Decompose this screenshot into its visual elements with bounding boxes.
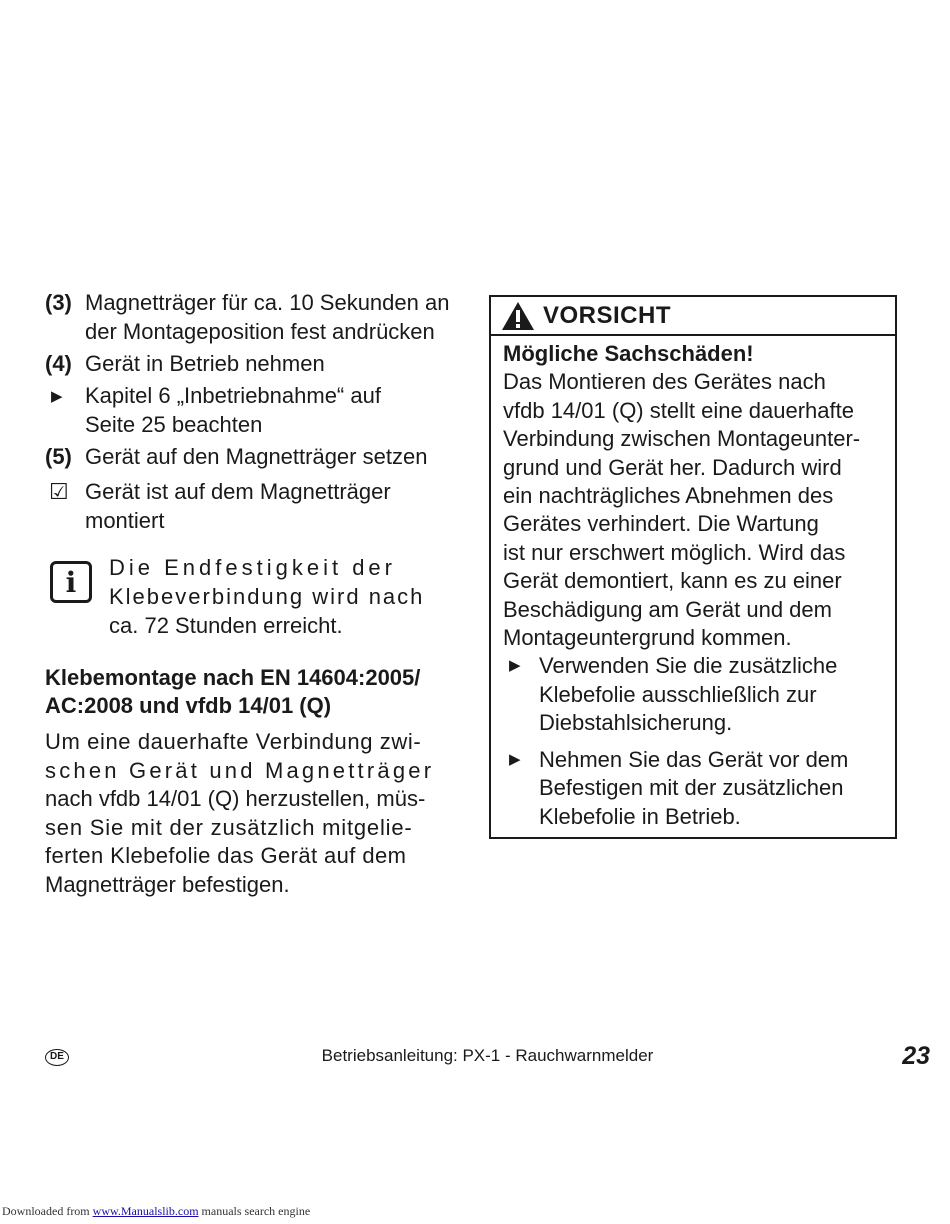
info-line: Die Endfestigkeit der [109, 555, 396, 580]
language-badge: DE [45, 1049, 69, 1066]
page-footer [45, 1044, 930, 1072]
warning-line: ist nur erschwert möglich. Wird das [503, 539, 846, 565]
triangle-right-icon: ▶ [509, 750, 521, 768]
bullet-line: Nehmen Sie das Gerät vor dem [539, 746, 849, 772]
reference-line: Seite 25 beachten [85, 412, 263, 437]
heading-line: Klebemontage nach EN 14604:2005/ [45, 665, 421, 690]
warning-line: Montageuntergrund kommen. [503, 625, 792, 651]
paragraph-line: nach vfdb 14/01 (Q) herzustellen, müs- [45, 786, 426, 812]
section-heading [45, 664, 453, 720]
paragraph-line: Magnetträger befestigen. [45, 871, 290, 897]
bullet-line: Klebefolie in Betrieb. [539, 803, 741, 829]
step-text-line: Gerät auf den Magnetträger setzen [85, 444, 428, 469]
heading-line: AC:2008 und vfdb 14/01 (Q) [45, 693, 332, 718]
bullet-line: Verwenden Sie die zusätzliche [539, 653, 838, 679]
download-suffix: manuals search engine [201, 1204, 311, 1218]
warning-subtitle: Mögliche Sachschäden! [503, 341, 754, 366]
step-text-line: der Montageposition fest andrücken [85, 319, 435, 344]
triangle-right-icon: ▶ [509, 657, 521, 675]
warning-line: Verbindung zwischen Montageunter- [503, 426, 861, 452]
warning-line: Gerätes verhindert. Die Wartung [503, 511, 819, 537]
warning-triangle-icon [501, 301, 535, 331]
paragraph-line: schen Gerät und Magnetträger [45, 757, 435, 783]
warning-line: vfdb 14/01 (Q) stellt eine dauerhafte [503, 397, 854, 423]
download-notice [2, 1204, 310, 1219]
warning-bullet [503, 746, 883, 831]
bullet-line: Befestigen mit der zusätzlichen [539, 775, 844, 801]
warning-line: ein nachträgliches Abnehmen des [503, 483, 834, 509]
step-3 [45, 288, 453, 346]
bullet-line: Klebefolie ausschließlich zur [539, 681, 817, 707]
warning-line: Das Montieren des Gerätes nach [503, 369, 826, 395]
warning-line: Beschädigung am Gerät und dem [503, 596, 832, 622]
manualslib-link[interactable]: www.Manualslib.com [92, 1204, 199, 1218]
paragraph-line: Um eine dauerhafte Verbindung zwi- [45, 729, 422, 754]
bullet-line: Diebstahlsicherung. [539, 710, 733, 736]
step-number: (3) [45, 290, 72, 315]
info-note [45, 553, 453, 640]
paragraph-line: ferten Klebefolie das Gerät auf dem [45, 843, 407, 869]
step-5 [45, 442, 453, 471]
step-text-line: Gerät in Betrieb nehmen [85, 351, 325, 376]
warning-title: VORSICHT [543, 301, 672, 329]
step-4 [45, 349, 453, 378]
info-line: Klebeverbindung wird nach [109, 584, 425, 609]
left-column [45, 288, 453, 900]
footer-title: Betriebsanleitung: PX-1 - Rauchwarnmelder [321, 1046, 654, 1065]
result-line: montiert [85, 508, 165, 533]
step-text-line: Magnetträger für ca. 10 Sekunden an [85, 290, 450, 315]
download-prefix: Downloaded from [2, 1204, 90, 1218]
warning-line: Gerät demontiert, kann es zu einer [503, 568, 842, 594]
result-note [45, 477, 453, 535]
warning-line: grund und Gerät her. Dadurch wird [503, 454, 842, 480]
info-line: ca. 72 Stunden erreicht. [109, 613, 343, 638]
paragraph-line: sen Sie mit der zusätzlich mitgelie- [45, 814, 413, 840]
warning-body [491, 336, 895, 837]
section-paragraph [45, 728, 453, 900]
warning-box-wrapper [489, 295, 897, 839]
triangle-right-icon: ▶ [51, 388, 63, 405]
warning-bullet [503, 652, 883, 737]
info-icon: i [50, 561, 92, 603]
reference-line: Kapitel 6 „Inbetriebnahme“ auf [85, 383, 381, 408]
page-number: 23 [902, 1042, 930, 1070]
checked-box-icon: ☑ [49, 479, 69, 504]
warning-header [491, 297, 895, 336]
result-line: Gerät ist auf dem Magnetträger [85, 479, 391, 504]
reference-note [45, 381, 453, 439]
step-number: (5) [45, 444, 72, 469]
step-number: (4) [45, 351, 72, 376]
warning-box [489, 295, 897, 839]
